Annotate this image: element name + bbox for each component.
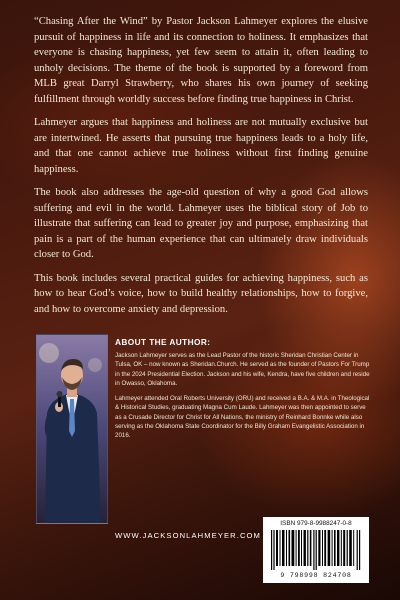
book-description [34,14,368,325]
isbn-label: ISBN 979-8-9988247-0-8 [280,520,352,527]
description-paragraph-2: Lahmeyer argues that happiness and holiness are not mutually exclusive but are intertwined. He asserts that pursuing true happiness leads to a holy life, and that one cannot achieve true holiness without first finding genuine happiness. [34,117,368,175]
barcode-panel [263,517,369,583]
author-portrait-icon [37,335,107,523]
bio-paragraph-1: Jackson Lahmeyer serves as the Lead Pastor of the historic Sheridan Christian Center in Tulsa, OK – now known as Sheridan.Church. He served as the founder of Pastors For Trump in the 2024 Presidential Election. Jackson and his wife, Kendra, have five children and reside in Owasso, Oklahoma. [115,352,370,387]
about-author-heading: ABOUT THE AUTHOR: [115,337,211,347]
barcode-icon [271,530,361,570]
author-website: WWW.JACKSONLAHMEYER.COM [115,531,261,540]
barcode-number: 9 798998 824708 [280,572,352,579]
bio-paragraph-2: Lahmeyer attended Oral Roberts University (ORU) and received a B.A. & M.A. in Theological & Historical Studies, graduating Magna Cum Laude. Lahmeyer was then appointed to serve as a Crusade Director for Christ for All Nations, the ministry of Reinhard Bonnke while also serving as the Oklahoma State Coordinator for the Billy Graham Evangelistic Association in 2016. [115,395,370,440]
description-paragraph-4: This book includes several practical guides for achieving happiness, such as how to hear God’s voice, how to build healthy relationships, how to forgive, and how to overcome anxiety and depression. [34,272,368,315]
author-photo [36,334,108,524]
about-author-bio [115,351,373,447]
description-paragraph-1: “Chasing After the Wind” by Pastor Jackson Lahmeyer explores the elusive pursuit of happiness in life and its connection to holiness. It emphasizes that everyone is chasing happiness, yet few seem to attain it, often leading to unholy decisions. The theme of the book is supported by a foreword from MLB great Darryl Strawberry, who shares his own journey of seeking fulfillment through worldly success before finding true happiness in Christ. [34,16,368,105]
description-paragraph-3: The book also addresses the age-old question of why a good God allows suffering and evil in the world. Lahmeyer uses the biblical story of Job to illustrate that suffering can lead to greater joy and purpose, emphasizing that pain is a part of the human experience that can ultimately draw individuals closer to God. [34,187,368,260]
